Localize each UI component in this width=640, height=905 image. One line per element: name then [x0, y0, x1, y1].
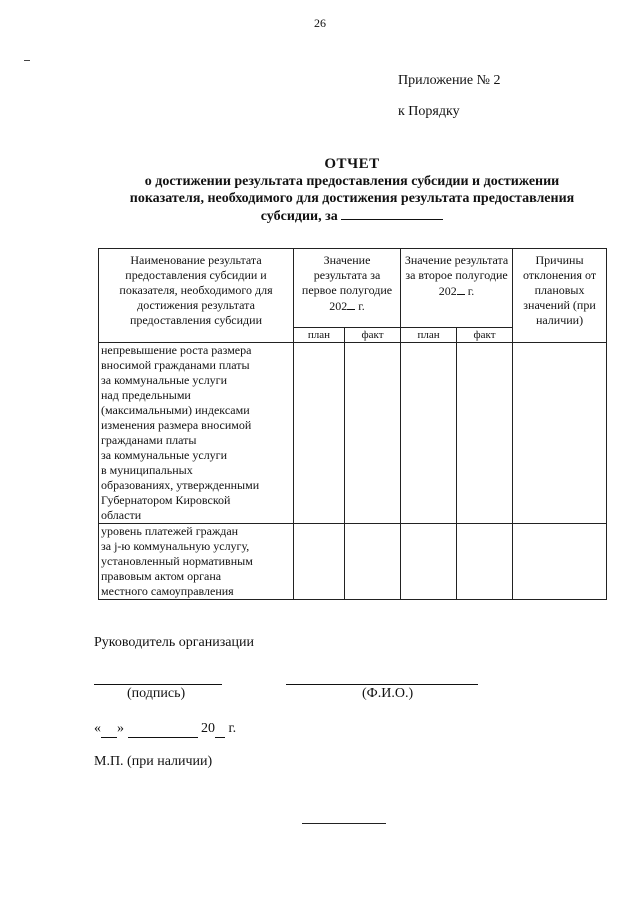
table-row	[99, 524, 607, 600]
row-label-payment-growth: непревышение роста размера вносимой гражданами платы за коммунальные услуги над предельными (максимальными) индексами изменения размера вносимой гражданами платы за коммунальные услуги в муниципальных образованиях, утвержденными Губернатором Кировской области	[99, 343, 294, 524]
subtitle-line-2: показателя, необходимого для достижения результата предоставления	[129, 191, 575, 206]
cell-fact-2[interactable]	[457, 343, 513, 524]
second-half-year-blank	[457, 283, 465, 295]
date-line	[94, 721, 236, 738]
header-first-half	[294, 249, 401, 328]
cell-plan-2[interactable]	[401, 524, 457, 600]
appendix-reference: к Порядку	[398, 104, 460, 119]
header-result-name: Наименование результата предоставления субсидии и показателя, необходимого для достижения результата предоставления субсидии	[99, 249, 294, 343]
row-label-payment-level: уровень платежей граждан за j-ю коммунальную услугу, установленный нормативным правовым актом органа местного самоуправления	[99, 524, 294, 600]
subtitle-line-3	[100, 207, 604, 225]
cell-plan-1[interactable]	[294, 524, 345, 600]
full-name-caption: (Ф.И.О.)	[362, 686, 414, 701]
cell-fact-2[interactable]	[457, 524, 513, 600]
header-second-half	[401, 249, 513, 328]
subtitle-period-label: субсидии, за	[260, 209, 338, 224]
end-rule-divider	[302, 823, 386, 824]
month-blank-field[interactable]	[128, 721, 198, 738]
signature-caption: (подпись)	[127, 686, 186, 701]
signature-line[interactable]	[94, 684, 222, 685]
subtitle-line-1: о достижении результата предоставления субсидии и достижении	[144, 174, 560, 189]
table-row	[99, 343, 607, 524]
cell-deviation-reason[interactable]	[513, 524, 607, 600]
subheader-plan-1: план	[294, 328, 345, 343]
header-deviation-reasons: Причины отклонения от плановых значений (при наличии)	[513, 249, 607, 343]
cell-fact-1[interactable]	[345, 343, 401, 524]
period-blank-field[interactable]	[341, 207, 443, 220]
appendix-number: Приложение № 2	[398, 73, 501, 88]
header-first-half-text: Значение результата за первое полугодие 202	[301, 253, 393, 313]
subheader-fact-2: факт	[457, 328, 513, 343]
report-table	[98, 248, 607, 600]
header-first-half-suffix: г.	[355, 299, 365, 313]
subheader-plan-2: план	[401, 328, 457, 343]
margin-mark	[24, 60, 30, 61]
report-subtitle	[100, 173, 604, 225]
cell-deviation-reason[interactable]	[513, 343, 607, 524]
header-second-half-text: Значение результата за второе полугодие 202	[404, 253, 509, 298]
stamp-label: М.П. (при наличии)	[94, 754, 213, 769]
subheader-fact-1: факт	[345, 328, 401, 343]
table-header-row	[99, 249, 607, 328]
year-suffix: г.	[225, 721, 237, 736]
cell-plan-2[interactable]	[401, 343, 457, 524]
cell-fact-1[interactable]	[345, 524, 401, 600]
cell-plan-1[interactable]	[294, 343, 345, 524]
header-second-half-suffix: г.	[464, 284, 475, 298]
date-open-quote: «	[94, 721, 101, 736]
date-close-quote: »	[117, 721, 124, 736]
report-title: ОТЧЕТ	[324, 156, 380, 172]
page-number: 26	[314, 16, 326, 30]
year-prefix: 20	[201, 721, 215, 736]
full-name-line[interactable]	[286, 684, 478, 685]
day-blank-field[interactable]	[101, 721, 117, 738]
year-blank-field[interactable]	[215, 721, 225, 738]
head-of-organization-label: Руководитель организации	[94, 635, 254, 650]
